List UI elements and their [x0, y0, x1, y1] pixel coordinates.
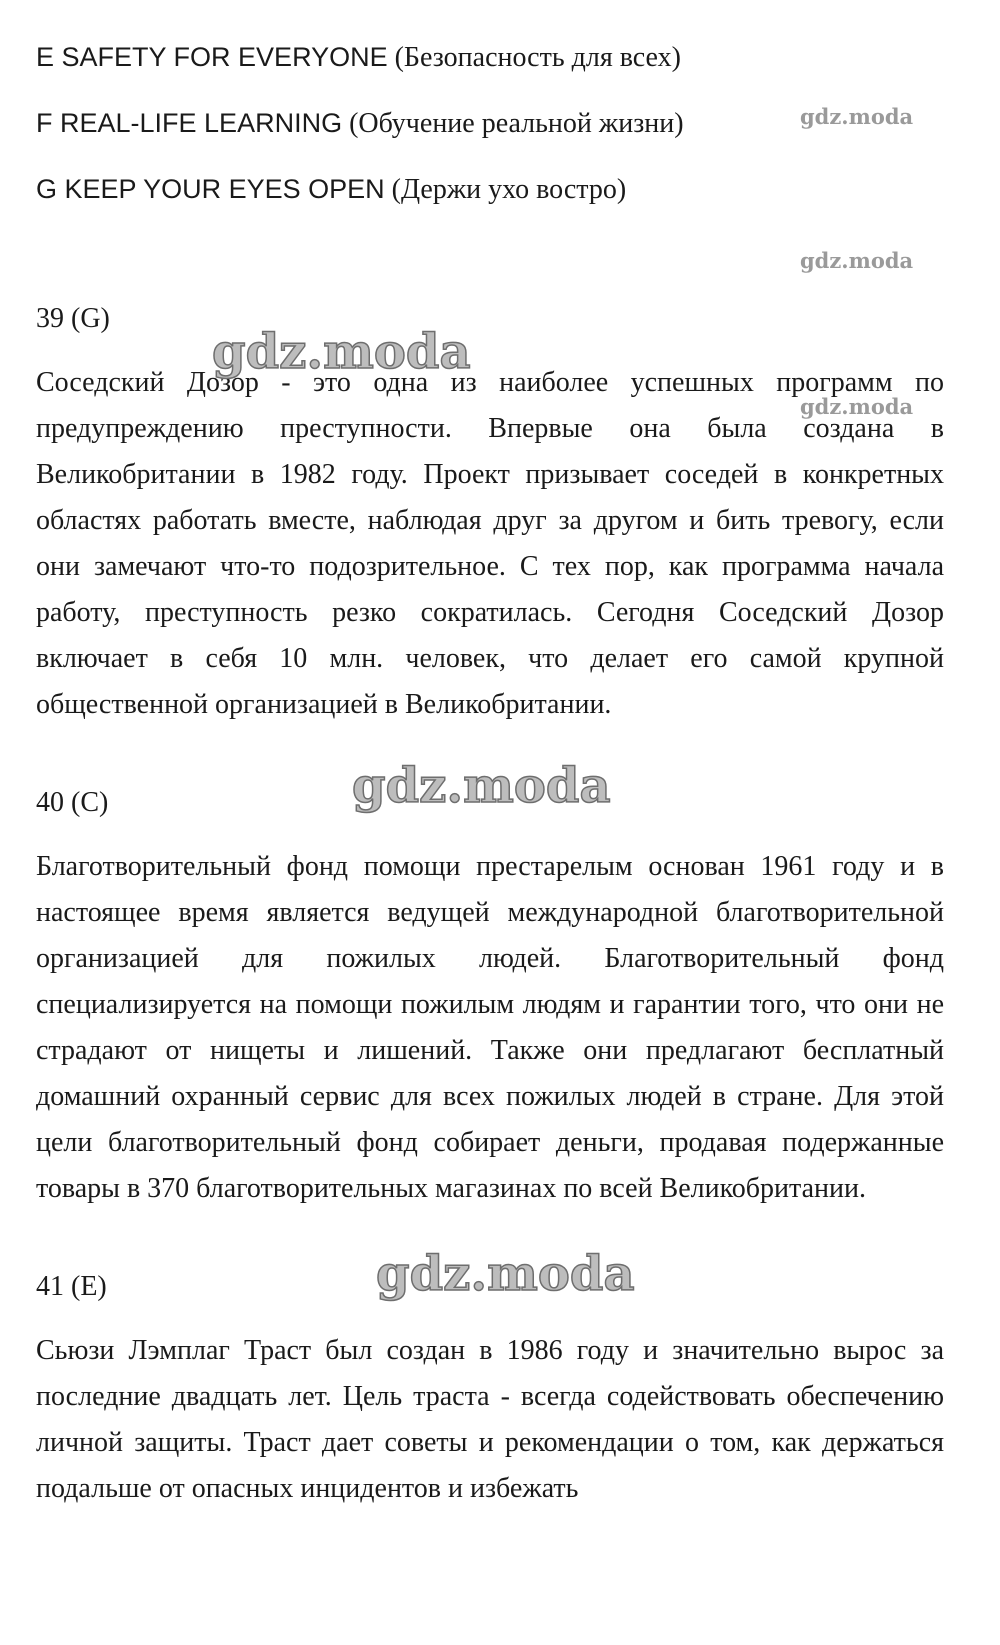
heading-e-russian: (Безопасность для всех) — [394, 42, 681, 73]
watermark-large-2: gdz.moda — [352, 758, 611, 814]
watermark-large-1: gdz.moda — [212, 324, 471, 380]
item-number-40: 40 (C) — [36, 787, 109, 818]
watermark-small-2: gdz.moda — [800, 248, 914, 273]
heading-e — [36, 40, 681, 75]
heading-f-russian: (Обучение реальной жизни) — [349, 108, 684, 139]
watermark-small-3: gdz.moda — [800, 394, 914, 419]
heading-e-english: E SAFETY FOR EVERYONE — [36, 42, 388, 72]
item-text-41: Сьюзи Лэмплаг Траст был создан в 1986 году и значительно вырос за последние двадцать лет. Цель траста - всегда содействовать обеспечению личной защиты. Траст дает советы и рекомендации о том, как держаться подальше от опасных инцидентов и избежать — [36, 1335, 944, 1504]
item-number-39: 39 (G) — [36, 303, 110, 334]
watermark-small-1: gdz.moda — [800, 104, 914, 129]
heading-g — [36, 172, 626, 207]
heading-f — [36, 106, 684, 141]
heading-f-english: F REAL-LIFE LEARNING — [36, 108, 343, 138]
item-text-39: Соседский Дозор - это одна из наиболее успешных программ по предупреждению преступности. Впервые она была создана в Великобритании в 1982 году. Проект призывает соседей в конкретных областях работать вместе, наблюдая друг за другом и бить тревогу, если они замечают что-то подозрительное. С тех пор, как программа начала работу, преступность резко сократилась. Сегодня Соседский Дозор включает в себя 10 млн. человек, что делает его самой крупной общественной организацией в Великобритании. — [36, 367, 944, 720]
item-number-41: 41 (E) — [36, 1271, 107, 1302]
item-text-40: Благотворительный фонд помощи престарелым основан 1961 году и в настоящее время является ведущей международной благотворительной организацией для пожилых людей. Благотворительный фонд специализируется на помощи пожилым людям и гарантии того, что они не страдают от нищеты и лишений. Также они предлагают бесплатный домашний охранный сервис для всех пожилых людей в стране. Для этой цели благотворительный фонд собирает деньги, продавая подержанные товары в 370 благотворительных магазинах по всей Великобритании. — [36, 851, 944, 1204]
heading-g-english: G KEEP YOUR EYES OPEN — [36, 174, 385, 204]
heading-g-russian: (Держи ухо востро) — [391, 174, 627, 205]
watermark-large-3: gdz.moda — [376, 1246, 635, 1302]
